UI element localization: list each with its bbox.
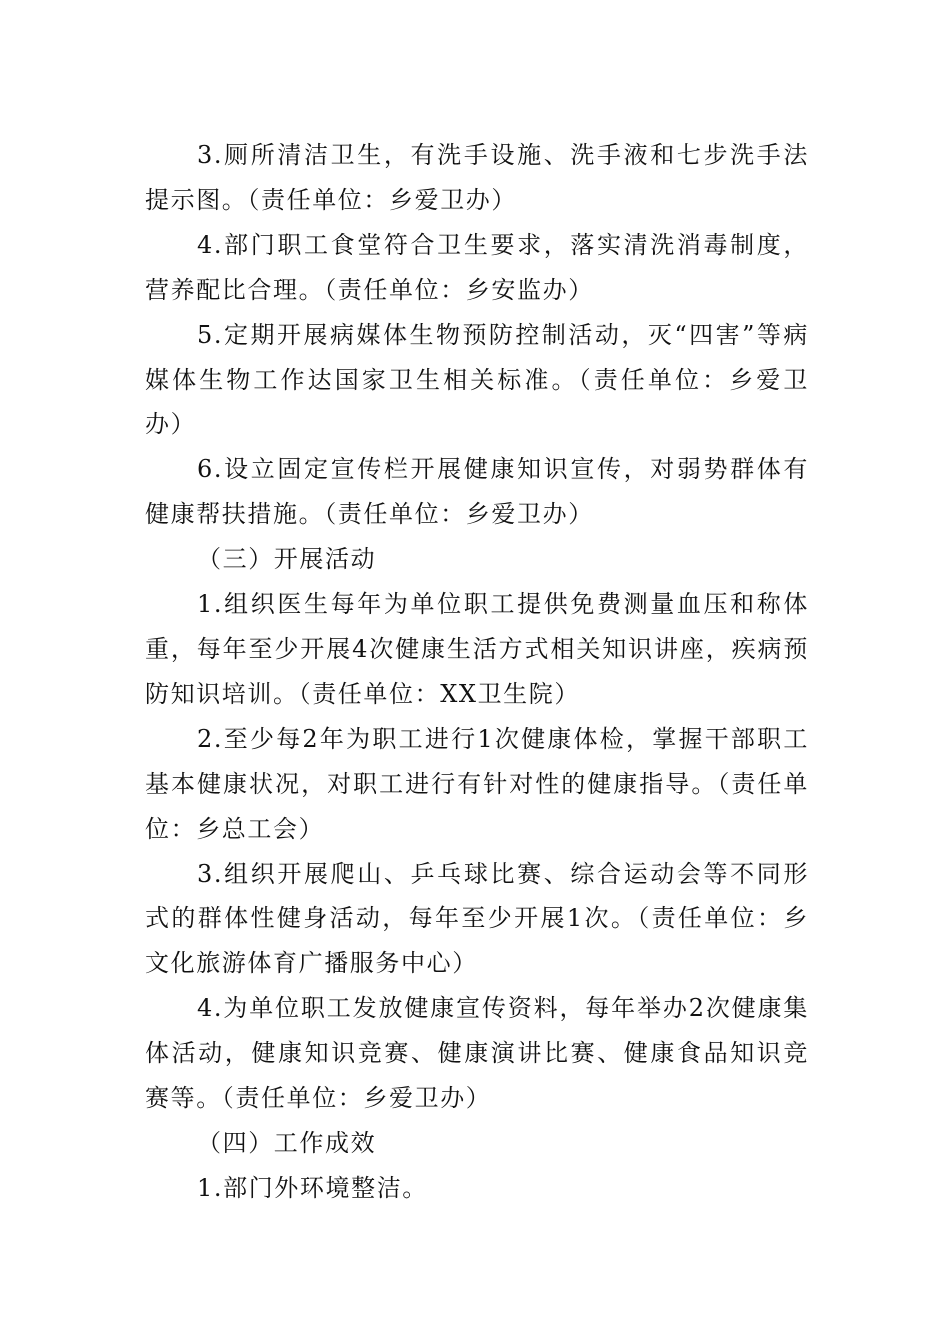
list-item: 3.组织开展爬山、乒乓球比赛、综合运动会等不同形式的群体性健身活动，每年至少开展1次。（责任单位：乡文化旅游体育广播服务中心） <box>145 859 809 978</box>
list-item: 1.部门外环境整洁。 <box>197 1173 428 1202</box>
section-heading: （四）工作成效 <box>197 1128 377 1157</box>
document-body <box>145 133 809 1211</box>
section-heading: （三）开展活动 <box>197 545 377 574</box>
list-item: 2.至少每2年为职工进行1次健康体检，掌握干部职工基本健康状况，对职工进行有针对性的健康指导。（责任单位：乡总工会） <box>145 724 809 843</box>
list-item: 5.定期开展病媒体生物预防控制活动，灭“四害”等病媒体生物工作达国家卫生相关标准。（责任单位：乡爱卫办） <box>145 320 809 439</box>
list-item: 4.为单位职工发放健康宣传资料，每年举办2次健康集体活动，健康知识竞赛、健康演讲比赛、健康食品知识竞赛等。（责任单位：乡爱卫办） <box>145 994 809 1113</box>
list-item: 3.厕所清洁卫生，有洗手设施、洗手液和七步洗手法提示图。（责任单位：乡爱卫办） <box>145 141 809 214</box>
list-item: 6.设立固定宣传栏开展健康知识宣传，对弱势群体有健康帮扶措施。（责任单位：乡爱卫办） <box>145 455 809 529</box>
list-item: 1.组织医生每年为单位职工提供免费测量血压和称体重，每年至少开展4次健康生活方式相关知识讲座，疾病预防知识培训。（责任单位：XX卫生院） <box>145 590 809 708</box>
list-item: 4.部门职工食堂符合卫生要求，落实清洗消毒制度，营养配比合理。（责任单位：乡安监办） <box>145 230 809 304</box>
